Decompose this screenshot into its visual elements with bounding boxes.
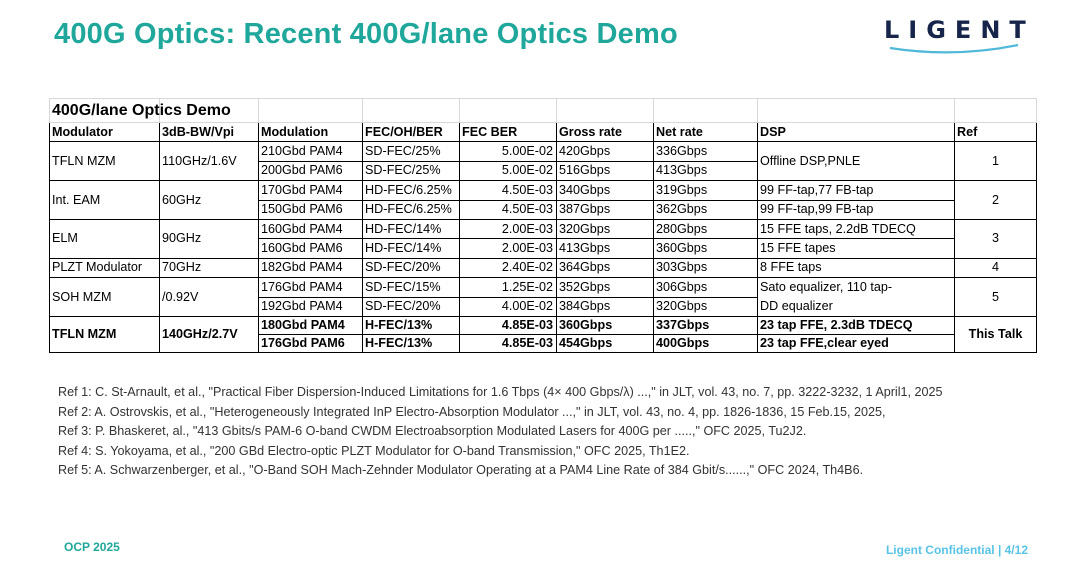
cell-fec: SD-FEC/20%	[363, 297, 460, 317]
cell-gross-rate: 364Gbps	[557, 258, 654, 277]
cell-dsp: 23 tap FFE,clear eyed	[758, 335, 955, 353]
cell-net-rate: 400Gbps	[654, 335, 758, 353]
cell-ref: 4	[955, 258, 1037, 277]
logo-text: LIGENT	[884, 16, 1035, 44]
cell-ref: 2	[955, 181, 1037, 220]
cell-net-rate: 280Gbps	[654, 219, 758, 238]
cell-dsp-line: Sato equalizer, 110 tap-	[760, 280, 893, 295]
cell-gross-rate: 340Gbps	[557, 181, 654, 200]
cell-net-rate: 360Gbps	[654, 239, 758, 258]
cell-dsp	[758, 278, 955, 317]
cell-gross-rate: 352Gbps	[557, 278, 654, 298]
cell-dsp: Offline DSP,PNLE	[758, 142, 955, 181]
cell-fec-ber: 5.00E-02	[460, 142, 557, 161]
table-row	[50, 181, 1037, 200]
cell-bandwidth: 90GHz	[160, 219, 259, 258]
table-row	[50, 258, 1037, 277]
cell-fec: HD-FEC/14%	[363, 219, 460, 238]
table-row	[50, 219, 1037, 238]
table-header-row	[50, 123, 1037, 142]
cell-modulation: 176Gbd PAM6	[259, 335, 363, 353]
cell-modulation: 180Gbd PAM4	[259, 317, 363, 335]
cell-ref: 5	[955, 278, 1037, 317]
logo-swoosh-icon	[888, 42, 1020, 56]
cell-fec-ber: 2.00E-03	[460, 239, 557, 258]
table-body	[50, 99, 1037, 353]
cell-dsp: 15 FFE taps, 2.2dB TDECQ	[758, 219, 955, 238]
cell-fec-ber: 4.00E-02	[460, 297, 557, 317]
cell-bandwidth: 140GHz/2.7V	[160, 317, 259, 353]
reference-3: Ref 3: P. Bhaskeret, al., "413 Gbits/s PAM-6 O-band CWDM Electroabsorption Modulated Lasers for 400G per .....," OFC 2025, Tu2J2.	[58, 424, 807, 439]
cell-ref: 3	[955, 219, 1037, 258]
cell-dsp-line: DD equalizer	[760, 299, 833, 314]
reference-2: Ref 2: A. Ostrovskis, et al., "Heterogeneously Integrated InP Electro-Absorption Modulator ...," in JLT, vol. 43, no. 4, pp. 1826-1836, 15 Feb.15, 2025,	[58, 404, 886, 419]
header-modulator: Modulator	[50, 123, 160, 142]
header-bandwidth: 3dB-BW/Vpi	[160, 123, 259, 142]
cell-dsp: 15 FFE tapes	[758, 239, 955, 258]
cell-modulation: 210Gbd PAM4	[259, 142, 363, 161]
cell-gross-rate: 420Gbps	[557, 142, 654, 161]
cell-net-rate: 306Gbps	[654, 278, 758, 298]
table-caption: 400G/lane Optics Demo	[50, 99, 160, 123]
cell-bandwidth: 110GHz/1.6V	[160, 142, 259, 181]
reference-1: Ref 1: C. St-Arnault, et al., "Practical Fiber Dispersion-Induced Limitations for 1.6 Tbps (4× 400 Gbps/λ) ...," in JLT, vol. 43, no. 7, pp. 3222-3232, 1 April1, 2025	[58, 385, 943, 399]
cell-dsp: 99 FF-tap,99 FB-tap	[758, 200, 955, 219]
ligent-logo	[884, 16, 1035, 58]
table-row	[50, 278, 1037, 298]
cell-fec: HD-FEC/14%	[363, 239, 460, 258]
cell-modulation: 200Gbd PAM6	[259, 161, 363, 180]
footer-event: OCP 2025	[64, 540, 120, 554]
cell-fec: SD-FEC/15%	[363, 278, 460, 298]
cell-gross-rate: 360Gbps	[557, 317, 654, 335]
header-fec-ber: FEC BER	[460, 123, 557, 142]
cell-modulation: 170Gbd PAM4	[259, 181, 363, 200]
cell-gross-rate: 413Gbps	[557, 239, 654, 258]
cell-fec: H-FEC/13%	[363, 317, 460, 335]
cell-bandwidth: 60GHz	[160, 181, 259, 220]
cell-modulator: Int. EAM	[50, 181, 160, 220]
cell-net-rate: 337Gbps	[654, 317, 758, 335]
cell-fec-ber: 2.40E-02	[460, 258, 557, 277]
table-row	[50, 317, 1037, 335]
cell-bandwidth: 70GHz	[160, 258, 259, 277]
cell-gross-rate: 387Gbps	[557, 200, 654, 219]
table-row	[50, 142, 1037, 161]
cell-modulation: 182Gbd PAM4	[259, 258, 363, 277]
cell-modulation: 176Gbd PAM4	[259, 278, 363, 298]
cell-fec-ber: 5.00E-02	[460, 161, 557, 180]
cell-fec-ber: 4.50E-03	[460, 200, 557, 219]
footer-confidential-page: Ligent Confidential | 4/12	[885, 543, 1028, 557]
cell-modulation: 160Gbd PAM4	[259, 219, 363, 238]
cell-modulator: PLZT Modulator	[50, 258, 160, 277]
reference-5: Ref 5: A. Schwarzenberger, et al., "O-Band SOH Mach-Zehnder Modulator Operating at a PAM4 Line Rate of 384 Gbit/s......," OFC 2024, Th4B6.	[58, 463, 864, 478]
cell-dsp: 99 FF-tap,77 FB-tap	[758, 181, 955, 200]
cell-bandwidth: /0.92V	[160, 278, 259, 317]
cell-modulation: 160Gbd PAM6	[259, 239, 363, 258]
cell-modulator: TFLN MZM	[50, 142, 160, 181]
cell-fec: H-FEC/13%	[363, 335, 460, 353]
cell-net-rate: 319Gbps	[654, 181, 758, 200]
cell-fec-ber: 2.00E-03	[460, 219, 557, 238]
cell-gross-rate: 454Gbps	[557, 335, 654, 353]
cell-dsp: 8 FFE taps	[758, 258, 955, 277]
cell-net-rate: 413Gbps	[654, 161, 758, 180]
cell-dsp: 23 tap FFE, 2.3dB TDECQ	[758, 317, 955, 335]
cell-fec-ber: 4.85E-03	[460, 335, 557, 353]
cell-fec-ber: 4.85E-03	[460, 317, 557, 335]
cell-fec-ber: 1.25E-02	[460, 278, 557, 298]
header-dsp: DSP	[758, 123, 955, 142]
table-caption-row	[50, 99, 1037, 123]
references-list	[58, 383, 943, 481]
cell-modulator: ELM	[50, 219, 160, 258]
cell-net-rate: 336Gbps	[654, 142, 758, 161]
header-fec: FEC/OH/BER	[363, 123, 460, 142]
cell-modulation: 150Gbd PAM6	[259, 200, 363, 219]
cell-net-rate: 362Gbps	[654, 200, 758, 219]
cell-net-rate: 303Gbps	[654, 258, 758, 277]
cell-net-rate: 320Gbps	[654, 297, 758, 317]
cell-fec: HD-FEC/6.25%	[363, 200, 460, 219]
cell-ref: 1	[955, 142, 1037, 181]
cell-modulator: TFLN MZM	[50, 317, 160, 353]
cell-fec-ber: 4.50E-03	[460, 181, 557, 200]
cell-gross-rate: 320Gbps	[557, 219, 654, 238]
header-modulation: Modulation	[259, 123, 363, 142]
cell-fec: HD-FEC/6.25%	[363, 181, 460, 200]
cell-modulator: SOH MZM	[50, 278, 160, 317]
header-ref: Ref	[955, 123, 1037, 142]
optics-demo-table	[49, 98, 1037, 353]
cell-modulation: 192Gbd PAM4	[259, 297, 363, 317]
cell-fec: SD-FEC/20%	[363, 258, 460, 277]
reference-4: Ref 4: S. Yokoyama, et al., "200 GBd Electro-optic PLZT Modulator for O-band Transmission," OFC 2025, Th1E2.	[58, 443, 690, 458]
header-gross-rate: Gross rate	[557, 123, 654, 142]
cell-gross-rate: 384Gbps	[557, 297, 654, 317]
slide-title: 400G Optics: Recent 400G/lane Optics Demo	[54, 18, 678, 50]
cell-gross-rate: 516Gbps	[557, 161, 654, 180]
cell-fec: SD-FEC/25%	[363, 142, 460, 161]
cell-fec: SD-FEC/25%	[363, 161, 460, 180]
header-net-rate: Net rate	[654, 123, 758, 142]
cell-ref: This Talk	[955, 317, 1037, 353]
